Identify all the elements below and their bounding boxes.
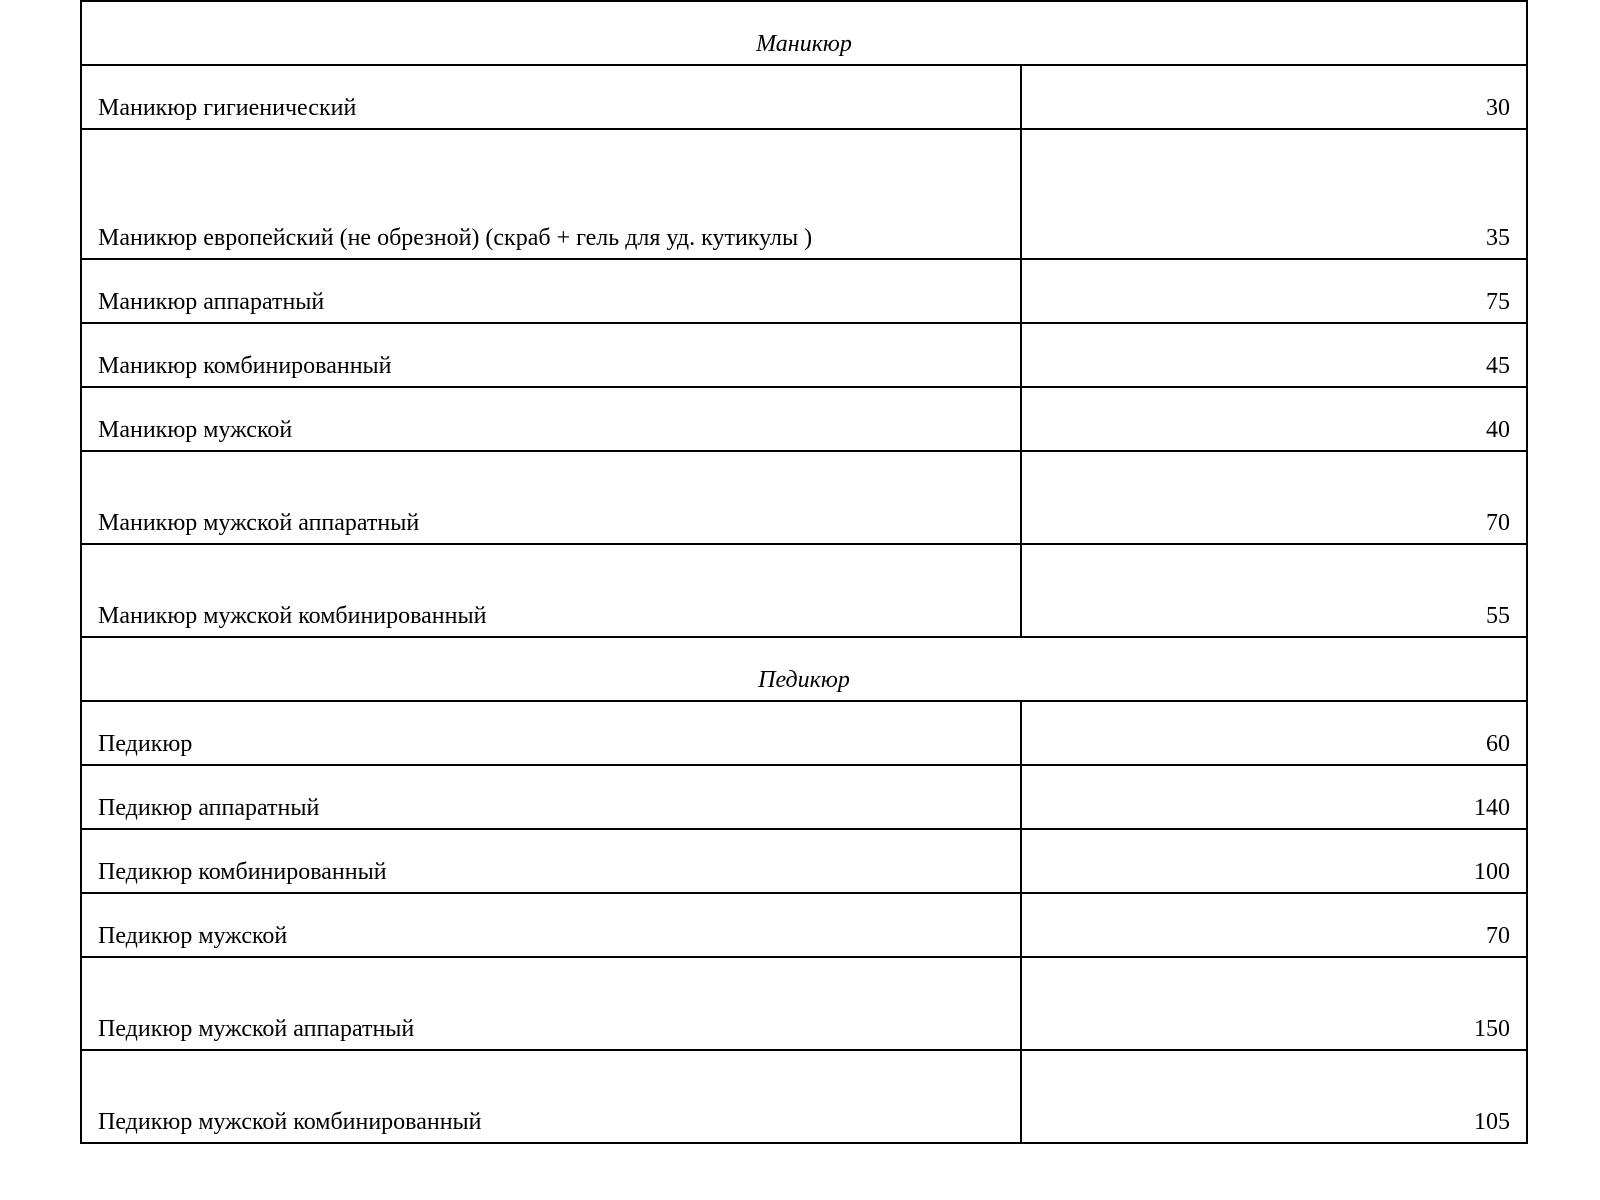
service-name: Маникюр гигиенический xyxy=(81,65,1021,129)
service-name: Педикюр аппаратный xyxy=(81,765,1021,829)
section-header-row xyxy=(81,637,1527,701)
service-price: 45 xyxy=(1021,323,1527,387)
table-row xyxy=(81,765,1527,829)
service-price: 105 xyxy=(1021,1050,1527,1143)
table-row xyxy=(81,1050,1527,1143)
table-row xyxy=(81,323,1527,387)
service-name: Маникюр мужской аппаратный xyxy=(81,451,1021,544)
service-name: Педикюр комбинированный xyxy=(81,829,1021,893)
service-name: Маникюр европейский (не обрезной) (скраб + гель для уд. кутикулы ) xyxy=(81,129,1021,259)
service-price: 70 xyxy=(1021,893,1527,957)
service-price: 150 xyxy=(1021,957,1527,1050)
service-price: 100 xyxy=(1021,829,1527,893)
service-price: 75 xyxy=(1021,259,1527,323)
section-title-pedicure: Педикюр xyxy=(81,637,1527,701)
section-header-row xyxy=(81,1,1527,65)
table-row xyxy=(81,65,1527,129)
table-row xyxy=(81,544,1527,637)
table-row xyxy=(81,957,1527,1050)
service-name: Педикюр мужской xyxy=(81,893,1021,957)
service-name: Педикюр мужской комбинированный xyxy=(81,1050,1021,1143)
service-price: 60 xyxy=(1021,701,1527,765)
service-price: 35 xyxy=(1021,129,1527,259)
table-row xyxy=(81,259,1527,323)
table-row xyxy=(81,451,1527,544)
table-row xyxy=(81,893,1527,957)
service-name: Маникюр мужской комбинированный xyxy=(81,544,1021,637)
service-name: Педикюр xyxy=(81,701,1021,765)
table-row xyxy=(81,129,1527,259)
service-name: Маникюр мужской xyxy=(81,387,1021,451)
service-price: 55 xyxy=(1021,544,1527,637)
price-list-table xyxy=(80,0,1528,1144)
service-price: 30 xyxy=(1021,65,1527,129)
table-row xyxy=(81,829,1527,893)
service-price: 140 xyxy=(1021,765,1527,829)
service-price: 40 xyxy=(1021,387,1527,451)
table-row xyxy=(81,701,1527,765)
service-name: Маникюр аппаратный xyxy=(81,259,1021,323)
service-price: 70 xyxy=(1021,451,1527,544)
table-row xyxy=(81,387,1527,451)
section-title-manicure: Маникюр xyxy=(81,1,1527,65)
service-name: Педикюр мужской аппаратный xyxy=(81,957,1021,1050)
service-name: Маникюр комбинированный xyxy=(81,323,1021,387)
